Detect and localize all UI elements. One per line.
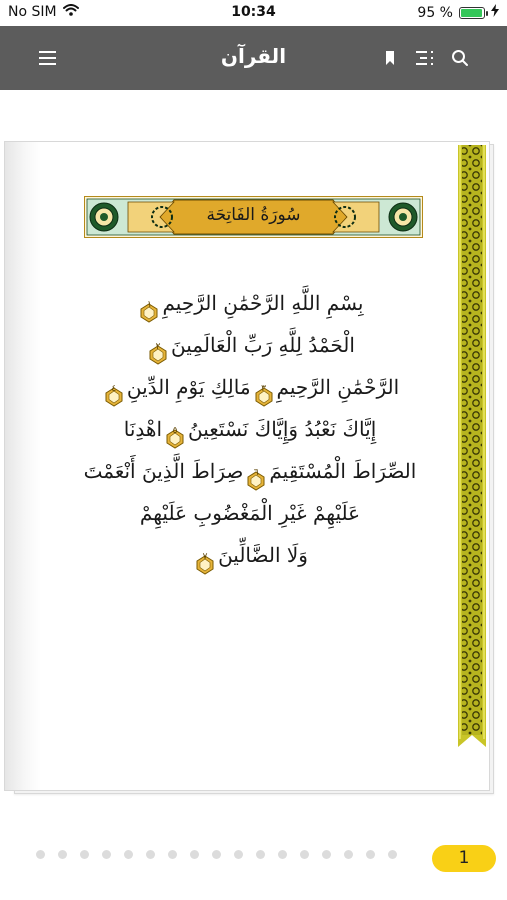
- page-dot[interactable]: [344, 850, 353, 859]
- page-dot[interactable]: [80, 850, 89, 859]
- page-dot[interactable]: [322, 850, 331, 859]
- charging-bolt-icon: [491, 4, 499, 21]
- ayah-number-marker: [105, 379, 123, 399]
- ayah-text: إِيَّاكَ نَعْبُدُ وَإِيَّاكَ نَسْتَعِينُ: [188, 417, 377, 441]
- page-dot[interactable]: [278, 850, 287, 859]
- page-indicator: [0, 838, 507, 872]
- battery-percent: 95 %: [417, 4, 453, 21]
- ayah-number: ٦: [253, 467, 259, 478]
- search-button[interactable]: [446, 44, 474, 72]
- ayah-line[interactable]: [70, 450, 430, 492]
- ayah-line[interactable]: [70, 534, 430, 576]
- ayah-number: ٥: [172, 425, 178, 436]
- page-dot[interactable]: [212, 850, 221, 859]
- page-dot[interactable]: [300, 850, 309, 859]
- status-time: 10:34: [231, 4, 276, 20]
- page-dot[interactable]: [234, 850, 243, 859]
- status-bar: [0, 0, 507, 26]
- ayah-number: ٧: [202, 551, 208, 562]
- status-bar-right: [417, 4, 499, 21]
- ayah-number: ٤: [111, 383, 117, 394]
- bookmark-button[interactable]: [376, 44, 404, 72]
- list-index-icon: [415, 50, 435, 66]
- page-dot[interactable]: [102, 850, 111, 859]
- current-page-badge[interactable]: 1: [432, 845, 496, 872]
- ayah-number-marker: [255, 379, 273, 399]
- ayah-line[interactable]: [70, 408, 430, 450]
- ayah-number-marker: [149, 337, 167, 357]
- ayah-number-marker: [140, 295, 158, 315]
- ayah-text: عَلَيْهِمْ غَيْرِ الْمَغْضُوبِ عَلَيْهِمْ: [139, 501, 361, 525]
- ayah-text: اهْدِنَا: [123, 417, 163, 441]
- ayah-text: وَلَا الضَّالِّينَ: [218, 543, 308, 567]
- page-dot[interactable]: [146, 850, 155, 859]
- page-dot[interactable]: [124, 850, 133, 859]
- page-dot[interactable]: [36, 850, 45, 859]
- ayah-line[interactable]: [70, 324, 430, 366]
- surah-header-banner: [84, 196, 423, 238]
- index-button[interactable]: [411, 44, 439, 72]
- bookmark-icon: [385, 50, 395, 66]
- ayah-number: ١: [147, 299, 152, 310]
- page-dot[interactable]: [168, 850, 177, 859]
- ayah-line[interactable]: [70, 492, 430, 534]
- ayah-text: الرَّحْمَٰنِ الرَّحِيمِ: [276, 375, 400, 399]
- bookmark-ribbon[interactable]: [458, 145, 486, 747]
- carrier-label: No SIM: [8, 4, 57, 20]
- ayah-number-marker: [196, 547, 214, 567]
- ayah-line[interactable]: [70, 366, 430, 408]
- ayah-text: مَالِكِ يَوْمِ الدِّينِ: [126, 375, 251, 399]
- page-dot[interactable]: [256, 850, 265, 859]
- ayah-text: صِرَاطَ الَّذِينَ أَنْعَمْتَ: [83, 459, 244, 483]
- ayah-number-marker: [166, 421, 184, 441]
- page-dots[interactable]: [36, 850, 397, 859]
- ayah-number-marker: [247, 463, 265, 483]
- page-title: القرآن: [220, 44, 287, 68]
- navigation-bar: [0, 26, 507, 90]
- quran-text-block: [70, 282, 430, 576]
- page-dot[interactable]: [58, 850, 67, 859]
- page-dot[interactable]: [388, 850, 397, 859]
- ayah-text: بِسْمِ اللَّهِ الرَّحْمَٰنِ الرَّحِيمِ: [162, 291, 364, 315]
- ayah-text: الصِّرَاطَ الْمُسْتَقِيمَ: [269, 459, 417, 483]
- battery-icon: [459, 7, 485, 19]
- page-dot[interactable]: [190, 850, 199, 859]
- page-dot[interactable]: [366, 850, 375, 859]
- ayah-line[interactable]: [70, 282, 430, 324]
- ayah-number: ٣: [261, 383, 266, 394]
- ayah-number: ٢: [155, 341, 161, 352]
- search-icon: [451, 49, 469, 67]
- surah-title: سُورَةُ الفَاتِحَة: [206, 205, 301, 225]
- ayah-text: الْحَمْدُ لِلَّهِ رَبِّ الْعَالَمِينَ: [171, 333, 355, 357]
